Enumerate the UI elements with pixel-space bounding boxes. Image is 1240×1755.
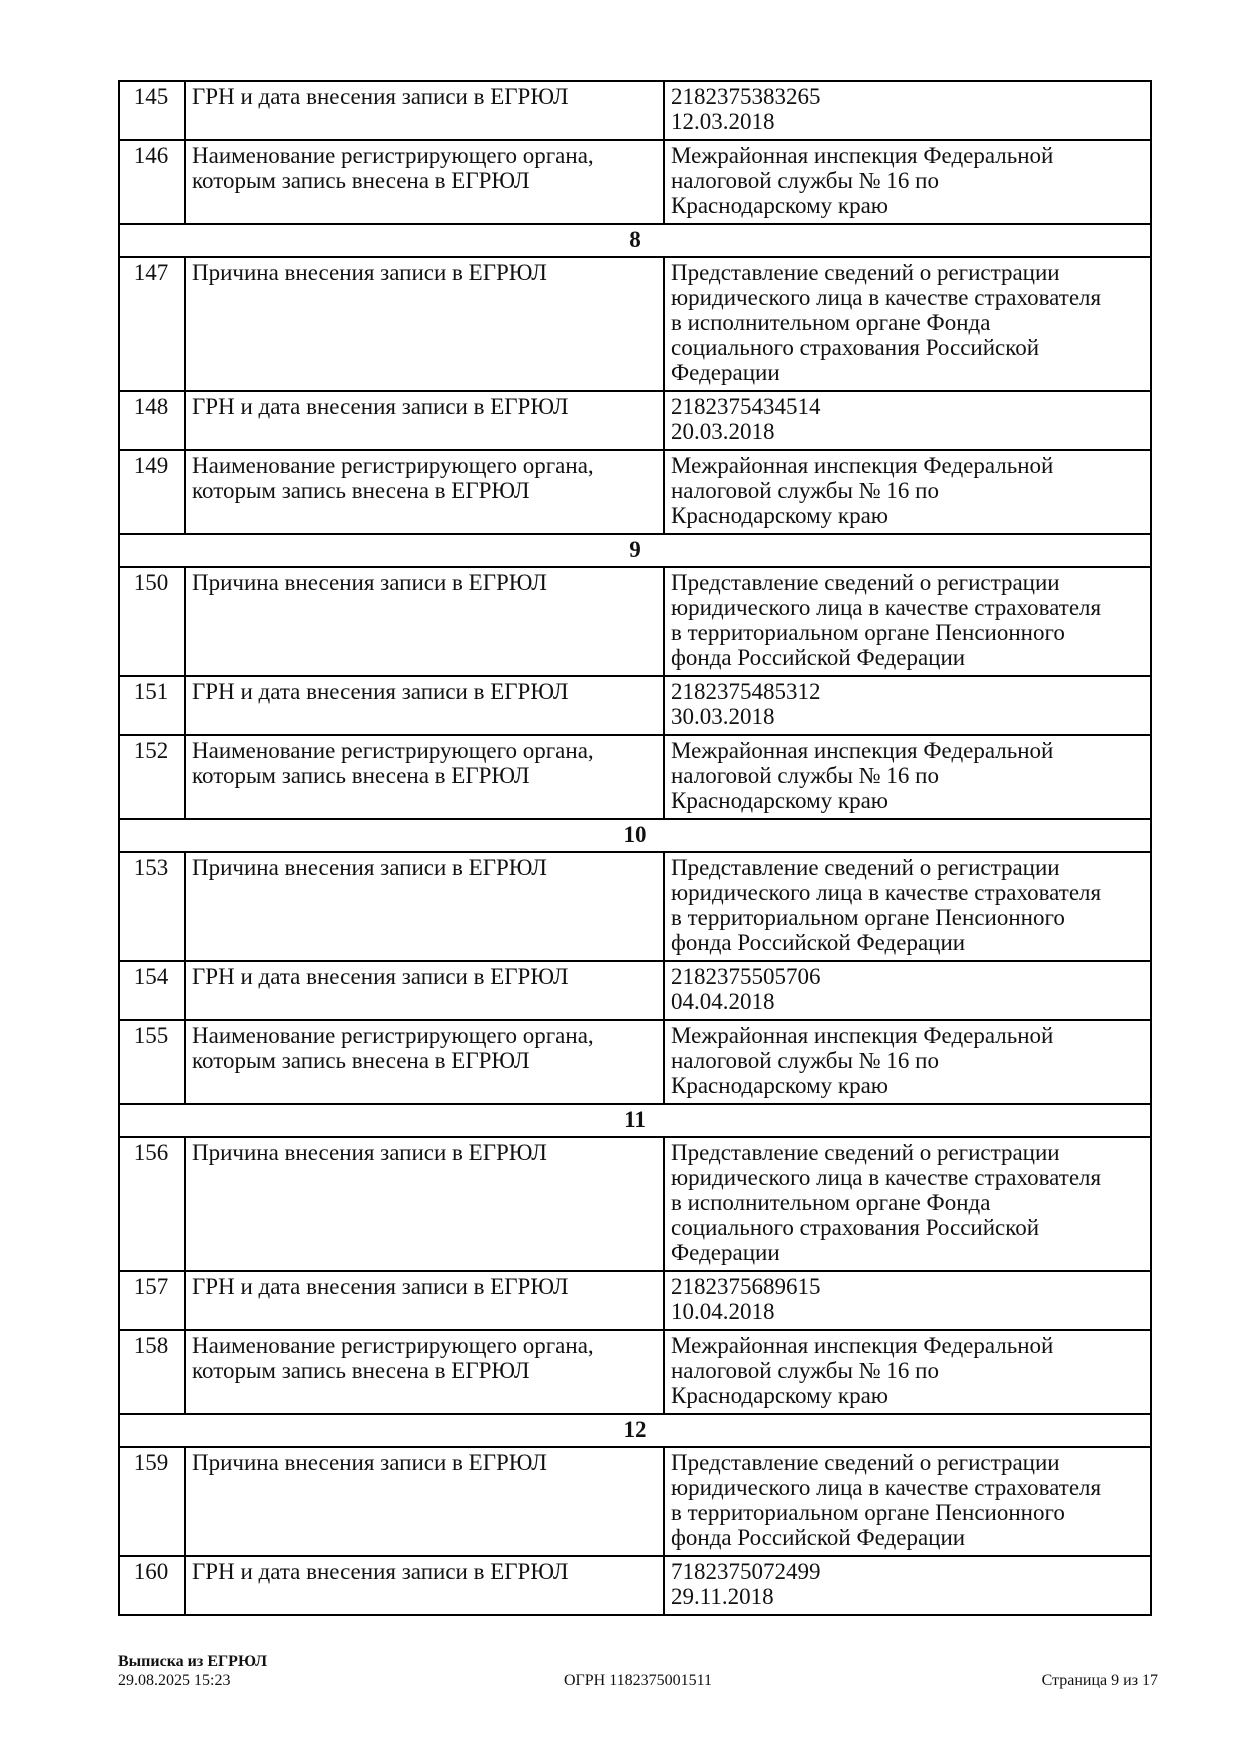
field-label-cell: Причина внесения записи в ЕГРЮЛ <box>186 1138 665 1270</box>
row-number-cell: 145 <box>120 82 186 139</box>
row-number-cell: 147 <box>120 258 186 390</box>
footer-page-number: Страница 9 из 17 <box>1041 1672 1159 1689</box>
field-value-cell: Представление сведений о регистрации юридического лица в качестве страхователя в исполнительном органе Фонда социального страхования Российской Федерации <box>671 260 1102 385</box>
field-label-cell: Наименование регистрирующего органа, которым запись внесена в ЕГРЮЛ <box>186 736 665 818</box>
field-label-cell: ГРН и дата внесения записи в ЕГРЮЛ <box>186 962 665 1019</box>
field-label-cell: ГРН и дата внесения записи в ЕГРЮЛ <box>186 677 665 734</box>
field-label-cell: ГРН и дата внесения записи в ЕГРЮЛ <box>186 1272 665 1329</box>
table-row <box>120 1329 1150 1413</box>
field-label-cell: Причина внесения записи в ЕГРЮЛ <box>186 568 665 675</box>
field-value-cell: Представление сведений о регистрации юридического лица в качестве страхователя в территориальном органе Пенсионного фонда Российской Федерации <box>671 1450 1102 1550</box>
section-number-row: 12 <box>120 1413 1150 1446</box>
table-row <box>120 734 1150 818</box>
table-row <box>120 1136 1150 1270</box>
field-value-cell: 2182375505706 04.04.2018 <box>671 964 821 1014</box>
field-value-cell: Межрайонная инспекция Федеральной налоговой службы № 16 по Краснодарскому краю <box>671 1333 1054 1408</box>
field-label-cell: Наименование регистрирующего органа, которым запись внесена в ЕГРЮЛ <box>186 141 665 223</box>
egrul-table <box>118 80 1152 1616</box>
field-label-cell: Наименование регистрирующего органа, которым запись внесена в ЕГРЮЛ <box>186 1021 665 1103</box>
field-value-cell: 7182375072499 29.11.2018 <box>671 1559 821 1609</box>
row-number-cell: 159 <box>120 1448 186 1555</box>
footer-ogrn: ОГРН 1182375001511 <box>563 1672 713 1689</box>
field-value-cell: 2182375434514 20.03.2018 <box>671 394 821 444</box>
field-value-cell: Представление сведений о регистрации юридического лица в качестве страхователя в исполнительном органе Фонда социального страхования Российской Федерации <box>671 1140 1102 1265</box>
row-number-cell: 156 <box>120 1138 186 1270</box>
field-label-cell: Причина внесения записи в ЕГРЮЛ <box>186 853 665 960</box>
field-value-cell: 2182375485312 30.03.2018 <box>671 679 821 729</box>
table-row <box>120 960 1150 1019</box>
row-number-cell: 160 <box>120 1557 186 1614</box>
section-number-row: 8 <box>120 223 1150 256</box>
table-row <box>120 566 1150 675</box>
field-value-cell: Межрайонная инспекция Федеральной налоговой службы № 16 по Краснодарскому краю <box>671 738 1054 813</box>
footer-datetime: 29.08.2025 15:23 <box>118 1672 231 1689</box>
row-number-cell: 148 <box>120 392 186 449</box>
field-label-cell: ГРН и дата внесения записи в ЕГРЮЛ <box>186 82 665 139</box>
table-row <box>120 851 1150 960</box>
section-number-row: 11 <box>120 1103 1150 1136</box>
field-value-cell: 2182375383265 12.03.2018 <box>671 84 821 134</box>
footer-doc-title: Выписка из ЕГРЮЛ <box>118 1653 268 1670</box>
section-number-row: 10 <box>120 818 1150 851</box>
field-value-cell: Межрайонная инспекция Федеральной налоговой службы № 16 по Краснодарскому краю <box>671 453 1054 528</box>
field-label-cell: ГРН и дата внесения записи в ЕГРЮЛ <box>186 1557 665 1614</box>
field-value-cell: Представление сведений о регистрации юридического лица в качестве страхователя в территориальном органе Пенсионного фонда Российской Федерации <box>671 855 1102 955</box>
row-number-cell: 154 <box>120 962 186 1019</box>
section-number-row: 9 <box>120 533 1150 566</box>
field-value-cell: Межрайонная инспекция Федеральной налоговой службы № 16 по Краснодарскому краю <box>671 1023 1054 1098</box>
row-number-cell: 157 <box>120 1272 186 1329</box>
row-number-cell: 158 <box>120 1331 186 1413</box>
table-row <box>120 449 1150 533</box>
row-number-cell: 151 <box>120 677 186 734</box>
footer-left-block <box>118 1652 465 1690</box>
field-label-cell: Причина внесения записи в ЕГРЮЛ <box>186 1448 665 1555</box>
field-value-cell: Межрайонная инспекция Федеральной налоговой службы № 16 по Краснодарскому краю <box>671 143 1054 218</box>
table-row <box>120 139 1150 223</box>
table-row <box>120 256 1150 390</box>
table-row <box>120 82 1150 139</box>
row-number-cell: 153 <box>120 853 186 960</box>
row-number-cell: 146 <box>120 141 186 223</box>
row-number-cell: 152 <box>120 736 186 818</box>
field-label-cell: Причина внесения записи в ЕГРЮЛ <box>186 258 665 390</box>
page-footer <box>118 1652 1158 1690</box>
table-row <box>120 390 1150 449</box>
field-value-cell: Представление сведений о регистрации юридического лица в качестве страхователя в территориальном органе Пенсионного фонда Российской Федерации <box>671 570 1102 670</box>
field-label-cell: Наименование регистрирующего органа, которым запись внесена в ЕГРЮЛ <box>186 1331 665 1413</box>
table-row <box>120 675 1150 734</box>
row-number-cell: 150 <box>120 568 186 675</box>
table-row <box>120 1555 1150 1614</box>
table-row <box>120 1270 1150 1329</box>
row-number-cell: 155 <box>120 1021 186 1103</box>
field-label-cell: Наименование регистрирующего органа, которым запись внесена в ЕГРЮЛ <box>186 451 665 533</box>
table-row <box>120 1446 1150 1555</box>
table-row <box>120 1019 1150 1103</box>
field-value-cell: 2182375689615 10.04.2018 <box>671 1274 821 1324</box>
row-number-cell: 149 <box>120 451 186 533</box>
field-label-cell: ГРН и дата внесения записи в ЕГРЮЛ <box>186 392 665 449</box>
